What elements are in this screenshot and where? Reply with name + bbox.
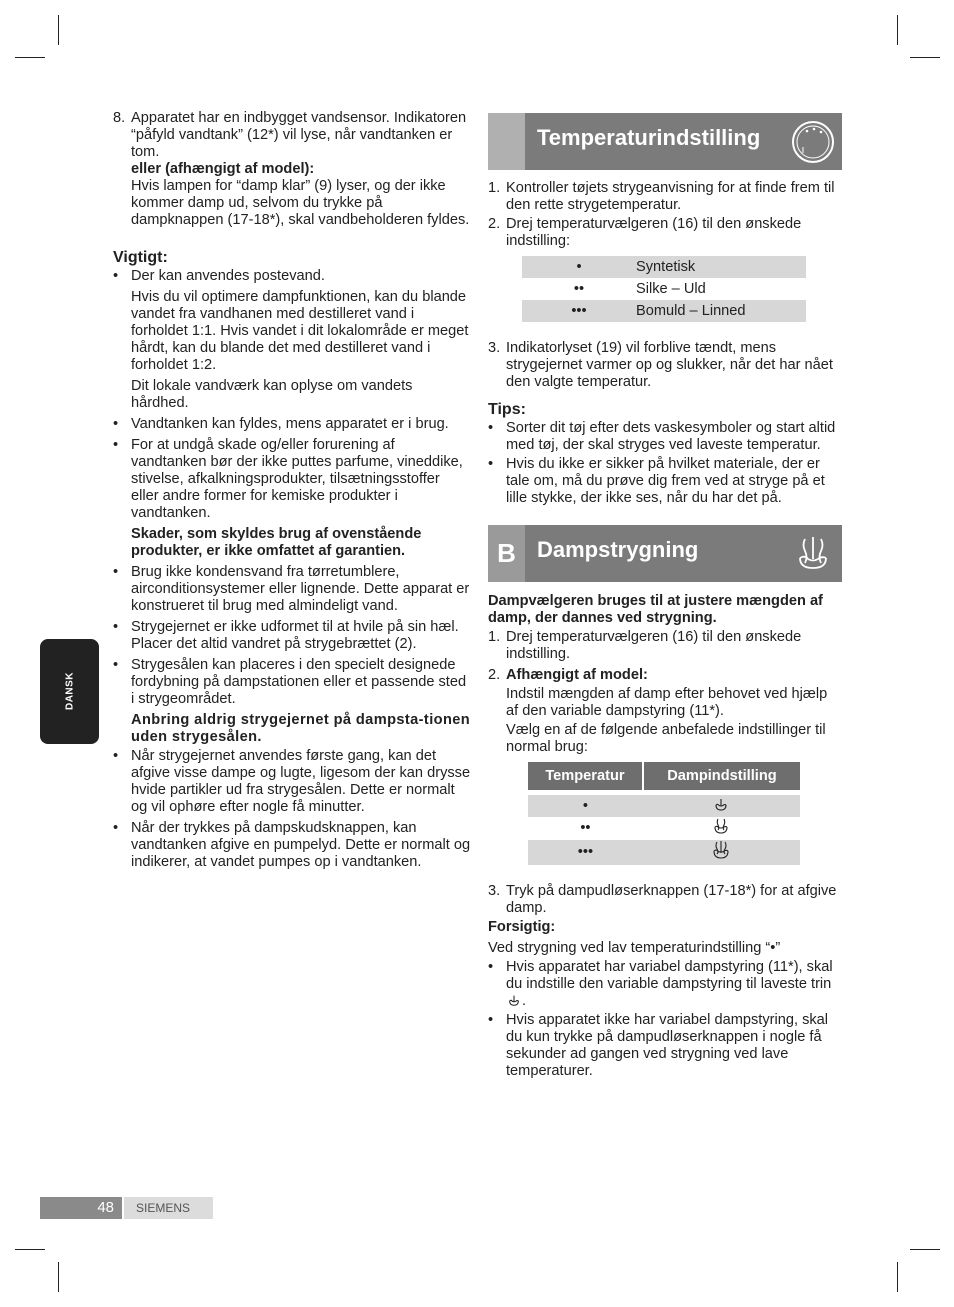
steam-intro: Dampvælgeren bruges til at justere mængden af damp, der dannes ved strygning. [488,593,823,626]
section-tab [488,113,525,170]
list-item: • Brug ikke kondensvand fra tørretumblere, airconditionsystemer eller lignende. Dette apparat er konstrueret til brug med almindeligt vand. [113,564,470,614]
list-item: • Hvis du ikke er sikker på hvilket materiale, der er tale om, må du prøve dig frem ved at stryge på et lille stykke, der ikke ses, når du har det på. [488,456,825,506]
list-item: • For at undgå skade og/eller forurening af vandtanken bør der ikke puttes parfume, vineddike, stivelse, afkalkningsprodukter, tilsætningsstoffer eller andre former for kemiske produkter i vandtanken. [113,437,463,521]
crop-mark [15,1249,45,1250]
step-8-or: eller (afhængigt af model): [131,161,315,177]
steam-step-3: 3. Tryk på dampudløserknappen (17-18*) for at afgive damp. [488,883,837,916]
table-row: •• Silke – Uld [573,280,706,297]
temp-step-1: 1. Kontroller tøjets strygeanvisning for at finde frem til den rette strygetemperatur. [488,180,835,213]
column-header: Temperatur [528,762,643,790]
crop-mark [897,1262,898,1292]
step-8-text2: Hvis lampen for “damp klar” (9) lyser, og der ikke kommer damp ud, selvom du trykke på dampknappen (17-18*), skal vandbeholderen fyldes. [131,178,470,228]
steam-step-2-para: Vælg en af de følgende anbefalede indstillinger til normal brug: [506,722,826,755]
steam-settings-table [528,762,800,865]
steam-step-2: 2. Afhængigt af model: [488,667,648,683]
steam-level-1-icon [506,993,522,1007]
crop-mark [58,15,59,45]
section-title: Dampstrygning [537,537,699,562]
page-number: 48 [40,1197,122,1219]
steam-icon [790,531,836,577]
right-column [488,113,842,1080]
table-row: •• [528,817,800,840]
crop-mark [910,1249,940,1250]
table-row: ••• [528,840,800,865]
steam-step-1: 1. Drej temperaturvælgeren (16) til den ønskede indstilling. [488,629,802,662]
list-item-para: Dit lokale vandværk kan oplyse om vandets hårdhed. [131,378,413,411]
list-item: • Strygesålen kan placeres i den specielt designede fordybning på dampstationen eller et passende sted i strygeområdet. [113,657,467,707]
table-row: ••• Bomuld – Linned [522,300,806,322]
steam-section-header [488,525,842,582]
important-heading: Vigtigt: [113,249,168,266]
crop-mark [897,15,898,45]
left-column [113,110,471,871]
steam-level-3-icon [711,840,731,860]
brand-label: SIEMENS [124,1197,213,1219]
table-row: • Syntetisk [522,256,806,278]
caution-heading: Forsigtig: [488,919,556,935]
language-tab: DANSK [40,639,99,744]
list-item: • Der kan anvendes postevand. [113,268,325,284]
column-header: Dampindstilling [643,762,800,790]
caution-text: Ved strygning ved lav temperaturindstilling “•” [488,940,781,956]
steam-level-1-icon [713,796,729,812]
list-item: • Vandtanken kan fyldes, mens apparatet er i brug. [113,416,449,432]
steam-step-2-para: Indstil mængden af damp efter behovet ved hjælp af den variable dampstyring (11*). [506,686,828,719]
list-item: • Hvis apparatet har variabel dampstyring (11*), skal du indstille den variable dampstyring til laveste trin . [488,959,833,1009]
crop-mark [58,1262,59,1292]
steam-level-2-icon [712,817,730,835]
list-item: • Sorter dit tøj efter dets vaskesymboler og start altid med tøj, der skal stryges ved laveste temperatur. [488,420,836,453]
warranty-note: Skader, som skyldes brug af ovenstående produkter, er ikke omfattet af garantien. [131,526,422,559]
section-title: Temperaturindstilling [537,125,761,150]
table-row: • [528,795,800,817]
warning-note: Anbring aldrig strygejernet på dampsta-tionen uden strygesålen. [131,712,471,745]
list-item-para: Hvis du vil optimere dampfunktionen, kan du blande vandet fra vandhanen med destilleret vand i forholdet 1:1. Hvis vandet i dit lokalområde er meget hårdt, kan du blande det med destilleret vand i forholdet 1:2. [131,289,469,373]
footer [40,1197,213,1219]
temperature-dial-icon [790,119,836,165]
table-header-row [528,762,800,790]
list-item: • Hvis apparatet ikke har variabel dampstyring, skal du kun trykke på dampudløserknappen i nogle få sekunder ad gangen ved strygning ved lave temperaturer. [488,1012,829,1079]
temp-step-2: 2. Drej temperaturvælgeren (16) til den ønskede indstilling: [488,216,802,249]
list-item: • Strygejernet er ikke udformet til at hvile på sin hæl. Placer det altid vandret på strygebrættet (2). [113,619,459,652]
temperature-section-header [488,113,842,170]
list-item: • Når strygejernet anvendes første gang, kan det afgive visse dampe og lugte, ligesom der kan drysse hvide partikler ud fra strygesålen. Dette er normalt og vil ophøre efter nogle få minutter. [113,748,471,815]
section-tab-letter: B [488,525,525,582]
tips-heading: Tips: [488,401,526,418]
list-item: • Når der trykkes på dampskudsknappen, kan vandtanken afgive en pumpelyd. Dette er normalt og indikerer, at vandet pumpes op i vandtanken. [113,820,471,870]
crop-mark [15,57,45,58]
step-8: 8. Apparatet har en indbygget vandsensor. Indikatoren “påfyld vandtank” (12*) vil lyse, når vandtanken er tom. [113,110,467,160]
temp-step-3: 3. Indikatorlyset (19) vil forblive tændt, mens strygejernet varmer op og slukker, når det har nået den valgte temperatur. [488,340,833,390]
crop-mark [910,57,940,58]
temperature-table [522,256,806,322]
